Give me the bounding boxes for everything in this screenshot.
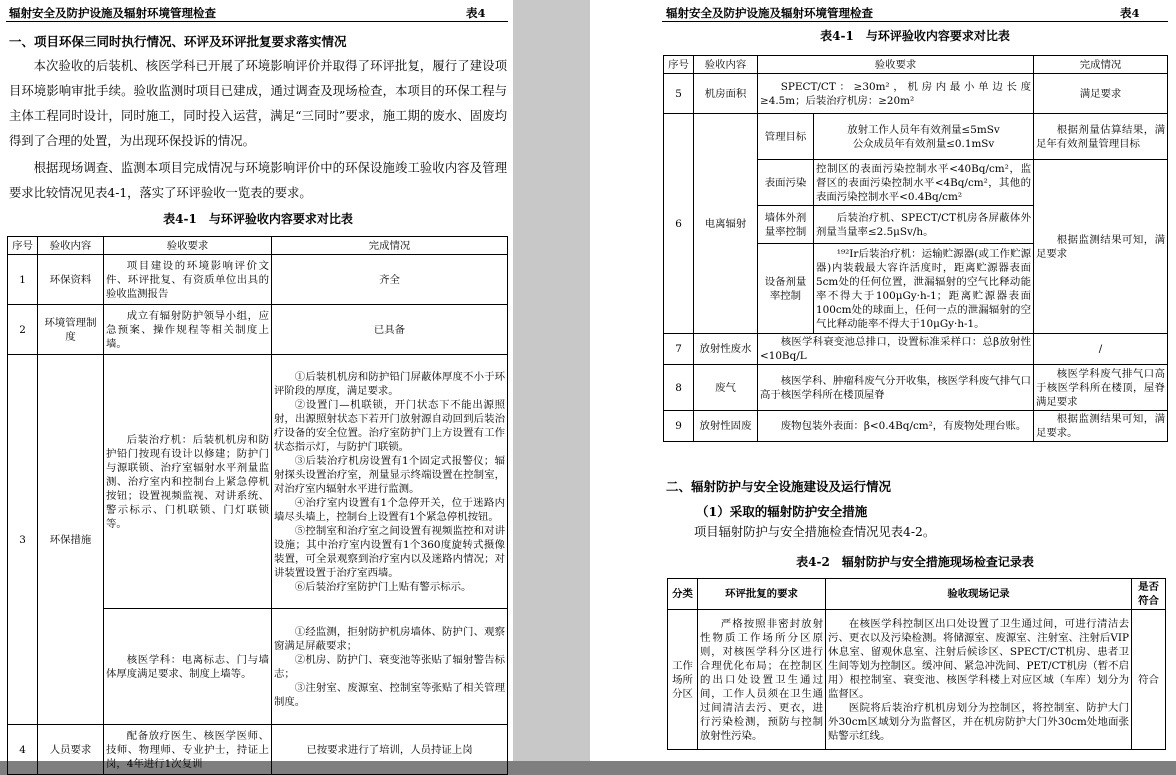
row-number: 7 [664,334,694,365]
document-page-right [590,0,1176,761]
header-cell: 序号 [8,237,38,255]
table-row [664,365,1168,411]
row-status: 已按要求进行了培训，人员持证上岗 [272,725,508,775]
sub-item: 表面污染 [758,160,814,206]
row-number: 2 [8,305,38,355]
row-item: 环境管理制度 [38,305,104,355]
header-cell: 是否符合 [1132,579,1166,610]
status-line: ①经监测，拒射防护机房墙体、防护门、观察窗满足屏蔽要求； [274,625,505,652]
subsection-title: （1）采取的辐射防护安全措施 [696,504,868,519]
row-status: 已具备 [272,305,508,355]
status-line: ③后装治疗机房设置有1个固定式报警仪；辐射探头设置治疗室，剂量显示终端设置在控制室，对治疗室内辐射水平进行监测。 [274,454,505,495]
header-cell: 验收要求 [104,237,272,255]
row-status: 根据监测结果可知，满足要求 [1034,160,1168,334]
comparison-table [7,236,508,775]
record-line: 在核医学科控制区出口处设置了卫生通过间，可进行清洁去污、更衣以及污染检测。将储源室、废源室、注射室、注射后VIP休息室、留观休息室、注射后候诊区、SPECT/CT机房、患者卫生间等划为控制区。缓冲间、紧急冲洗间、PET/CT机房（暂不启用）根控制室、衰变池、核医学科楼上对应区域（车库）划分为监督区。 [828,617,1129,700]
table-row [8,725,508,775]
row-status [272,355,508,609]
row-status: 核医学科废气排气口高于核医学科所在楼顶，屋脊满足要求 [1034,365,1168,411]
paragraph: 根据现场调查、监测本项目完成情况与环境影响评价中的环保设施竣工验收内容及管理要求比较情况见表4-1，落实了环评验收一览表的要求。 [9,161,507,200]
status-line: ⑥后装治疗室防护门上贴有警示标示。 [294,580,472,593]
row-category: 工作场所分区 [668,610,698,750]
table-header-row [664,56,1168,74]
table-caption: 表4-1 与环评验收内容要求对比表 [163,212,353,226]
row-requirement: 后装治疗机、SPECT/CT机房各屏蔽体外剂量当量率≤2.5μSv/h。 [814,206,1034,244]
header-cell: 验收内容 [694,56,758,74]
row-requirement: 项目建设的环境影响评价文件、环评批复、有资质单位出具的验收监测报告 [104,255,272,305]
header-cell: 环评批复的要求 [698,579,826,610]
page-header-table-no: 表4 [1120,6,1140,20]
row-requirement: 严格按照非密封放射性物质工作场所分区原则，对核医学科分区进行合理优化布局；在控制区的出口处设置卫生通过间，工作人员须在卫生通过间清洁去污、更衣，进行污染检测，预防与控制放射性污染。 [698,610,826,750]
table-row [664,114,1168,160]
header-cell: 验收内容 [38,237,104,255]
row-requirement: 核医学科衰变池总排口，设置标准采样口：总β放射性<10Bq/L [758,334,1034,365]
row-status: 根据监测结果可知，满足要求。 [1034,411,1168,442]
table-row [8,255,508,305]
status-line: ④治疗室内设置有1个急停开关，位于迷路内墙尽头墙上，控制台上设置有1个紧急停机按钮。 [274,496,505,523]
page-gap [513,0,590,761]
header-cell: 验收现场记录 [826,579,1132,610]
table-row [668,610,1166,750]
header-cell: 分类 [668,579,698,610]
header-cell: 完成情况 [272,237,508,255]
sub-item: 管理目标 [758,114,814,160]
row-number: 8 [664,365,694,411]
row-number: 1 [8,255,38,305]
row-number: 3 [8,355,38,725]
table-caption: 表4-2 辐射防护与安全措施现场检查记录表 [796,555,1034,569]
row-requirement: ¹⁹²Ir后装治疗机：运输贮源器(或工作贮源器)内装载最大容许活度时，距离贮源器表面5cm处的任何位置，泄漏辐射的空气比释动能率不得大于100μGy·h-1；距离贮源器表面100cm处的球面上，任何一点的泄漏辐射的空气比释动能率不得大于10μGy·h-1。 [814,244,1034,334]
row-number: 9 [664,411,694,442]
paragraph: 本次验收的后装机、核医学科已开展了环境影响评价并取得了环评批复，履行了建设项目环境影响审批手续。验收监测时项目已建成，通过调查及现场检查，本项目的环保工程与主体工程同时设计，同时施工，同时投入运营，满足“三同时”要求，施工期的废水、固废均得到了合理的处置，为出现环保投诉的情况。 [9,59,507,148]
row-requirement: SPECT/CT：≥30m²，机房内最小单边长度≥4.5m；后装治疗机房：≥20m² [758,74,1034,114]
table-row [664,74,1168,114]
row-item: 电离辐射 [694,114,758,334]
row-status: 齐全 [272,255,508,305]
page-header-table-no: 表4 [466,6,486,20]
inspection-record-table [667,578,1166,750]
comparison-table-continued [663,55,1168,442]
row-item: 废气 [694,365,758,411]
table-header-row [668,579,1166,610]
paragraph: 项目辐射防护与安全措施检查情况见表4-2。 [694,525,936,539]
row-status: / [1034,334,1168,365]
row-item: 机房面积 [694,74,758,114]
header-cell: 验收要求 [758,56,1034,74]
status-line: ⑤控制室和治疗室之间设置有视频监控和对讲设施；其中治疗室内设置有1个360度旋转式摄像装置，可全景观察到治疗室内以及迷路内情况；对讲装置设置于治疗室西墙。 [274,524,505,579]
row-item: 人员要求 [38,725,104,775]
row-compliance: 符合 [1132,610,1166,750]
sub-item: 设备剂量率控制 [758,244,814,334]
row-status: 根据剂量估算结果，满足年有效剂量管理目标 [1034,114,1168,160]
table-caption: 表4-1 与环评验收内容要求对比表 [820,29,1010,43]
row-status: 满足要求 [1034,74,1168,114]
row-item: 放射性固废 [694,411,758,442]
row-requirement: 核医学科、肿瘤科废气分开收集，核医学科废气排气口高于核医学科所在楼顶屋脊 [758,365,1034,411]
row-requirement: 配备放疗医生、核医学医师、技师、物理师、专业护士，持证上岗，4年进行1次复训 [104,725,272,775]
status-line: ③注射室、废源室、控制室等张贴了相关管理制度。 [274,681,505,708]
page-header-title: 辐射安全及防护设施及辐射环境管理检查 [666,6,873,20]
row-number: 6 [664,114,694,334]
row-item: 环保措施 [38,355,104,725]
document-page-left [0,0,513,770]
table-row [664,334,1168,365]
row-item: 环保资料 [38,255,104,305]
row-status [272,609,508,725]
header-rule [6,21,508,22]
row-number: 4 [8,725,38,775]
status-line: ②设置门—机联锁，开门状态下不能出源照射，出源照射状态下若开门放射源自动回到后装治疗设备的安全位置。治疗室防护门上方设置有工作状态指示灯，与防护门联锁。 [274,398,505,453]
row-number: 5 [664,74,694,114]
section-title: 二、辐射防护与安全设施建设及运行情况 [666,479,892,494]
table-header-row [8,237,508,255]
row-requirement: 后装治疗机：后装机机房和防护铅门按现有设计以修建；防护门与源联锁、治疗室辐射水平剂量监测、治疗室内和控制台上紧急停机按钮；设置视频监视、对讲系统、警示标示、门机联锁、门灯联锁等。 [104,355,272,609]
sub-item: 墙体外剂量率控制 [758,206,814,244]
record-line: 医院将后装治疗机机房划分为控制区，将控制室、防护大门外30cm区域划分为监督区，并在机房防护大门外30cm处地面张贴警示红线。 [828,701,1129,742]
table-row [8,305,508,355]
table-row [664,411,1168,442]
page-header-title: 辐射安全及防护设施及辐射环境管理检查 [9,6,216,20]
status-line: ②机房、防护门、衰变池等张贴了辐射警告标志； [274,653,505,680]
row-requirement: 控制区的表面污染控制水平<40Bq/cm²，监督区的表面污染控制水平<4Bq/cm²，其他的表面污染控制水平<0.4Bq/cm² [814,160,1034,206]
row-item: 放射性废水 [694,334,758,365]
row-requirement: 成立有辐射防护领导小组，应急预案、操作规程等相关制度上墙。 [104,305,272,355]
row-requirement: 放射工作人员年有效剂量≤5mSv 公众成员年有效剂量≤0.1mSv [814,114,1034,160]
header-cell: 序号 [664,56,694,74]
table-row [8,355,508,609]
row-record [826,610,1132,750]
status-line: ①后装机机房和防护铅门屏蔽体厚度不小于环评阶段的厚度，满足要求。 [274,370,505,397]
row-requirement: 废物包装外表面：β<0.4Bq/cm²，有废物处理台账。 [758,411,1034,442]
header-rule [662,21,1168,22]
header-cell: 完成情况 [1034,56,1168,74]
row-requirement: 核医学科：电离标志、门与墙体厚度满足要求、制度上墙等。 [104,609,272,725]
section-title: 一、项目环保三同时执行情况、环评及环评批复要求落实情况 [9,34,347,49]
